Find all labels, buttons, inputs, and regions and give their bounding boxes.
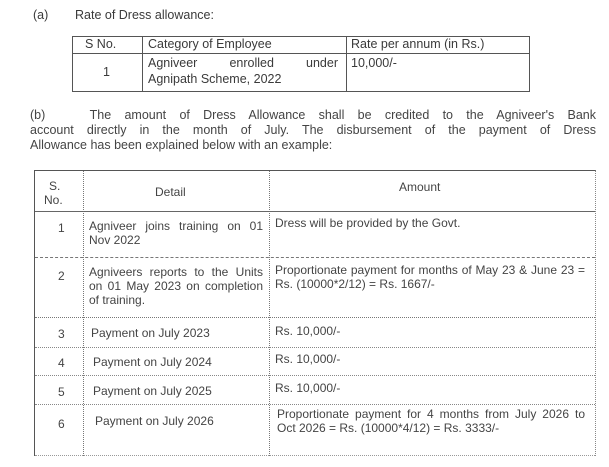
dress-payment-table [34, 170, 596, 456]
dress-rate-col-divider [142, 37, 143, 91]
table-row-detail: Payment on July 2026 [95, 414, 214, 428]
row-divider [35, 257, 595, 258]
table-row-amount: Rs. 10,000/- [275, 381, 341, 395]
table-row-detail: Agniveer joins training on 01 Nov 2022 [89, 219, 263, 247]
section-a-label: (a) [33, 8, 49, 22]
table-row-sno: 2 [58, 269, 65, 283]
row-divider [35, 317, 595, 318]
dress-rate-col-divider [346, 37, 347, 91]
section-b-label: (b) [30, 108, 46, 122]
col-divider [269, 171, 270, 456]
table-row-amount: Dress will be provided by the Govt. [275, 216, 461, 230]
header-category: Category of Employee [148, 37, 272, 51]
dress-rate-table [72, 36, 530, 92]
table-row-amount: Proportionate payment for 4 months from July 2026 to Oct 2026 = Rs. (10000*4/12) = Rs. 3333/- [277, 407, 585, 435]
header-sno-line1: S. [49, 179, 61, 193]
header-sno: S No. [85, 37, 117, 51]
table-row-detail: Payment on July 2025 [93, 384, 212, 398]
table-row-amount: Proportionate payment for months of May 23 & June 23 = Rs. (10000*2/12) = Rs. 1667/- [275, 263, 585, 291]
table-row-sno: 1 [58, 221, 65, 235]
table-row-detail: Payment on July 2023 [91, 326, 210, 340]
header-amount: Amount [399, 180, 441, 194]
row-rate: 10,000/- [351, 56, 397, 70]
table-row-sno: 5 [58, 385, 65, 399]
row-divider [35, 404, 595, 405]
section-b-paragraph [30, 108, 596, 153]
paragraph-line-2: account directly in the month of July. The disbursement of the payment of Dress [30, 123, 596, 137]
row-divider [35, 347, 595, 348]
header-rate: Rate per annum (in Rs.) [351, 37, 485, 51]
row-divider [35, 211, 595, 212]
paragraph-line-3: Allowance has been explained below with an example: [30, 138, 333, 152]
col-divider [83, 171, 84, 456]
table-row-detail: Agniveers reports to the Units on 01 May 2023 on completion of training. [89, 265, 263, 307]
header-detail: Detail [155, 185, 186, 199]
table-row-detail: Payment on July 2024 [93, 355, 212, 369]
header-sno-line2: No. [44, 193, 63, 207]
table-row-sno: 3 [58, 327, 65, 341]
row-category-line2: Agnipath Scheme, 2022 [148, 72, 282, 86]
paragraph-line-1: The amount of Dress Allowance shall be credited to the Agniveer's Bank [89, 108, 596, 122]
row-divider [35, 375, 595, 376]
table-row-sno: 4 [58, 356, 65, 370]
row-divider [35, 455, 595, 456]
table-row-amount: Rs. 10,000/- [275, 324, 341, 338]
table-row-sno: 6 [58, 417, 65, 431]
table-row-amount: Rs. 10,000/- [275, 352, 341, 366]
row-sno: 1 [103, 65, 110, 79]
row-category-line1: Agniveer enrolled under [148, 56, 338, 70]
section-a-title: Rate of Dress allowance: [75, 8, 214, 22]
